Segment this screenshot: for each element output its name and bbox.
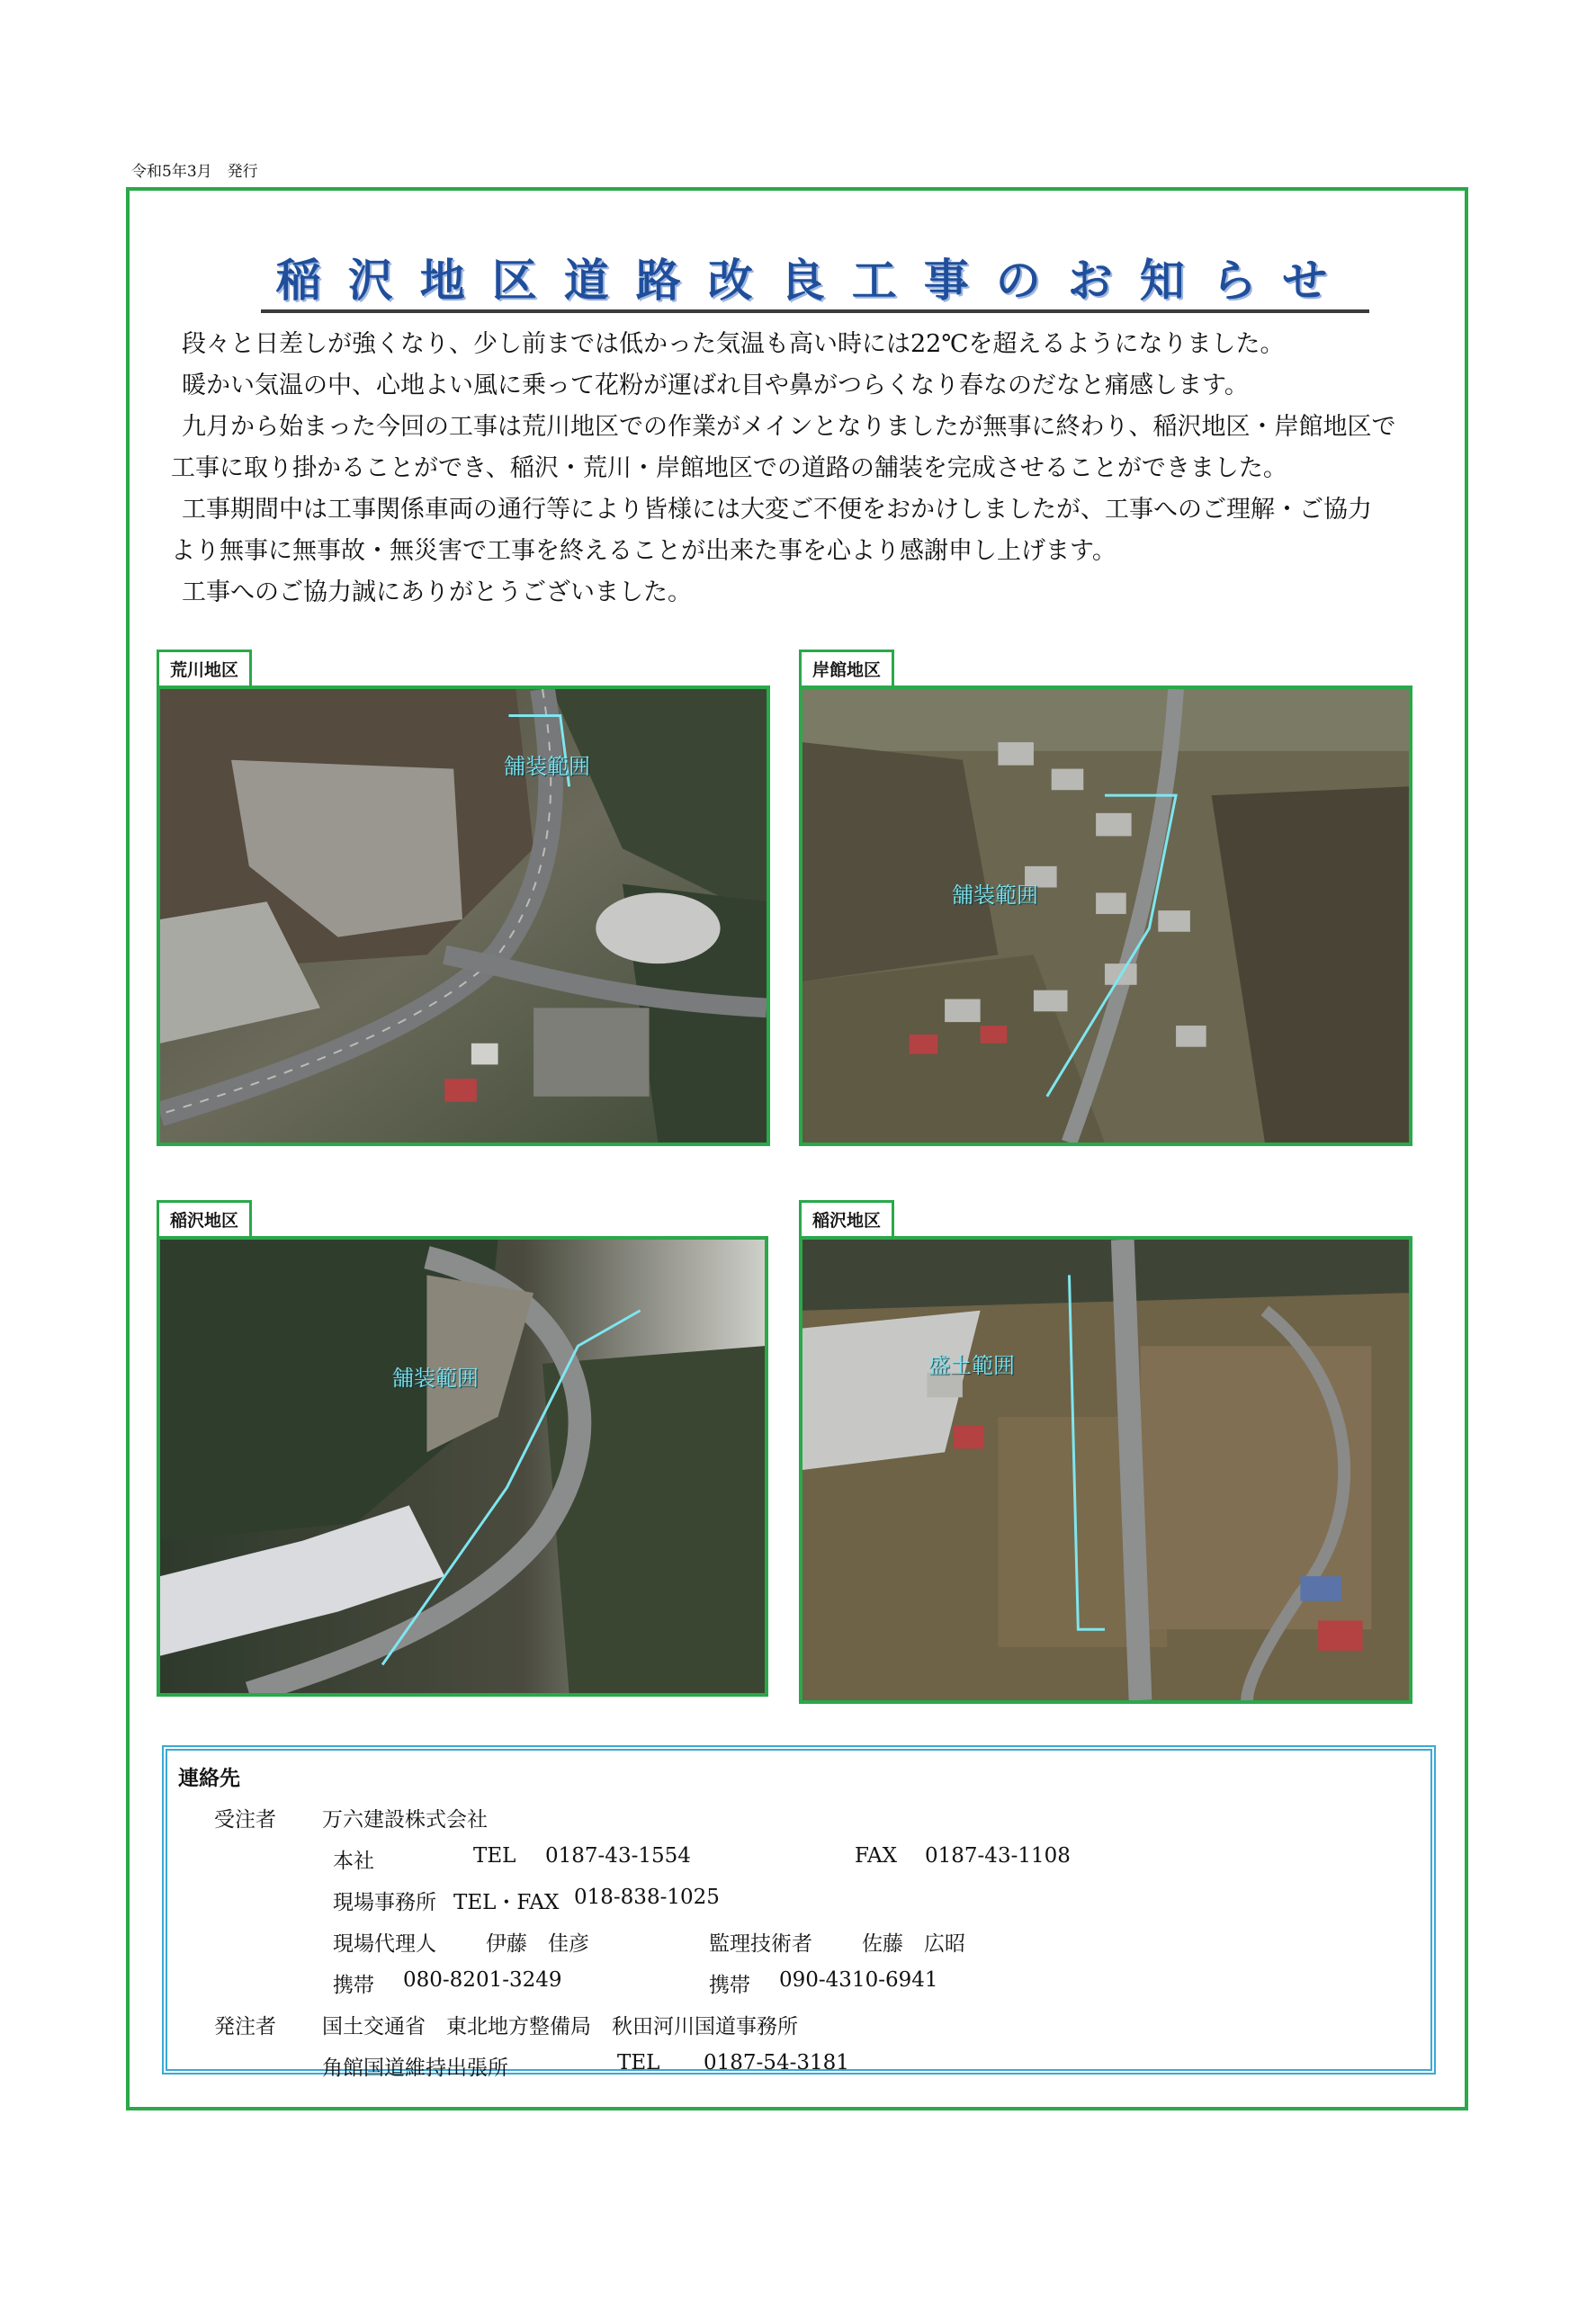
- aerial-photo-inazawa-2: [802, 1240, 1409, 1700]
- branch-tel: 0187-54-3181: [704, 2051, 849, 2074]
- aerial-photo-inazawa-1: [160, 1240, 765, 1693]
- paragraph: 暖かい気温の中、心地よい風に乗って花粉が運ばれ目や鼻がつらくなり春なのだなと痛感します。: [182, 372, 1249, 399]
- photo-inazawa-2: [799, 1236, 1412, 1704]
- photo-caption-arakawa: 舗装範囲: [504, 754, 590, 779]
- photo-label-inazawa-1: 稲沢地区: [157, 1200, 252, 1239]
- photo-caption-inazawa-2: 盛土範囲: [928, 1353, 1015, 1378]
- photo-label-arakawa: 荒川地区: [157, 650, 252, 688]
- contact-box: [162, 1745, 1436, 2080]
- site-office-tel: 018-838-1025: [574, 1886, 720, 1909]
- hq-fax-label: FAX: [855, 1844, 897, 1868]
- hq-tel: 0187-43-1554: [545, 1844, 691, 1868]
- supervisor-mobile-label: 携帯: [709, 1974, 750, 1997]
- photo-label-kishidate: 岸館地区: [799, 650, 894, 688]
- photo-inazawa-1: [157, 1236, 768, 1697]
- aerial-photo-arakawa: [160, 689, 767, 1143]
- paragraph: 工事へのご協力誠にありがとうございました。: [182, 578, 692, 606]
- contact-heading: 連絡先: [178, 1766, 240, 1790]
- hq-tel-label: TEL: [473, 1844, 516, 1868]
- site-office-label: 現場事務所: [333, 1891, 436, 1914]
- title-underline: [261, 309, 1369, 313]
- client-name: 国土交通省 東北地方整備局 秋田河川国道事務所: [322, 2015, 798, 2039]
- contractor-name: 万六建設株式会社: [322, 1808, 488, 1832]
- paragraph: 九月から始まった今回の工事は荒川地区での作業がメインとなりましたが無事に終わり、稲沢地区・岸館地区で: [182, 413, 1396, 441]
- branch-name: 角館国道維持出張所: [322, 2057, 508, 2080]
- paragraph: 工事に取り掛かることができ、稲沢・荒川・岸館地区での道路の舗装を完成させることができました。: [171, 454, 1287, 482]
- site-agent-mobile-label: 携帯: [333, 1974, 374, 1997]
- site-agent-label: 現場代理人: [333, 1932, 436, 1956]
- site-office-tel-label: TEL・FAX: [453, 1891, 560, 1914]
- notice-body: [171, 324, 1448, 614]
- client-label: 発注者: [214, 2015, 276, 2039]
- issue-date: 令和5年3月 発行: [131, 163, 258, 181]
- supervisor-label: 監理技術者: [709, 1932, 812, 1956]
- contractor-label: 受注者: [214, 1808, 276, 1832]
- photo-label-inazawa-2: 稲沢地区: [799, 1200, 894, 1239]
- photo-kishidate: [799, 686, 1412, 1146]
- paragraph: より無事に無事故・無災害で工事を終えることが出来た事を心より感謝申し上げます。: [171, 537, 1116, 565]
- site-agent-name: 伊藤 佳彦: [486, 1932, 589, 1956]
- site-agent-mobile: 080-8201-3249: [403, 1968, 562, 1992]
- page-title: 稲沢地区道路改良工事のお知らせ: [275, 255, 1355, 307]
- paragraph: 段々と日差しが強くなり、少し前までは低かった気温も高い時には22℃を超えるようになりました。: [182, 330, 1285, 358]
- hq-label: 本社: [333, 1850, 374, 1873]
- photo-arakawa: [157, 686, 770, 1146]
- hq-fax: 0187-43-1108: [925, 1844, 1071, 1868]
- aerial-photo-kishidate: [802, 689, 1409, 1143]
- photo-caption-kishidate: 舗装範囲: [952, 883, 1038, 908]
- paragraph: 工事期間中は工事関係車両の通行等により皆様には大変ご不便をおかけしましたが、工事へのご理解・ご協力: [182, 496, 1372, 524]
- photo-caption-inazawa-1: 舗装範囲: [392, 1366, 479, 1391]
- supervisor-name: 佐藤 広昭: [862, 1932, 965, 1956]
- branch-tel-label: TEL: [617, 2051, 660, 2074]
- supervisor-mobile: 090-4310-6941: [779, 1968, 938, 1992]
